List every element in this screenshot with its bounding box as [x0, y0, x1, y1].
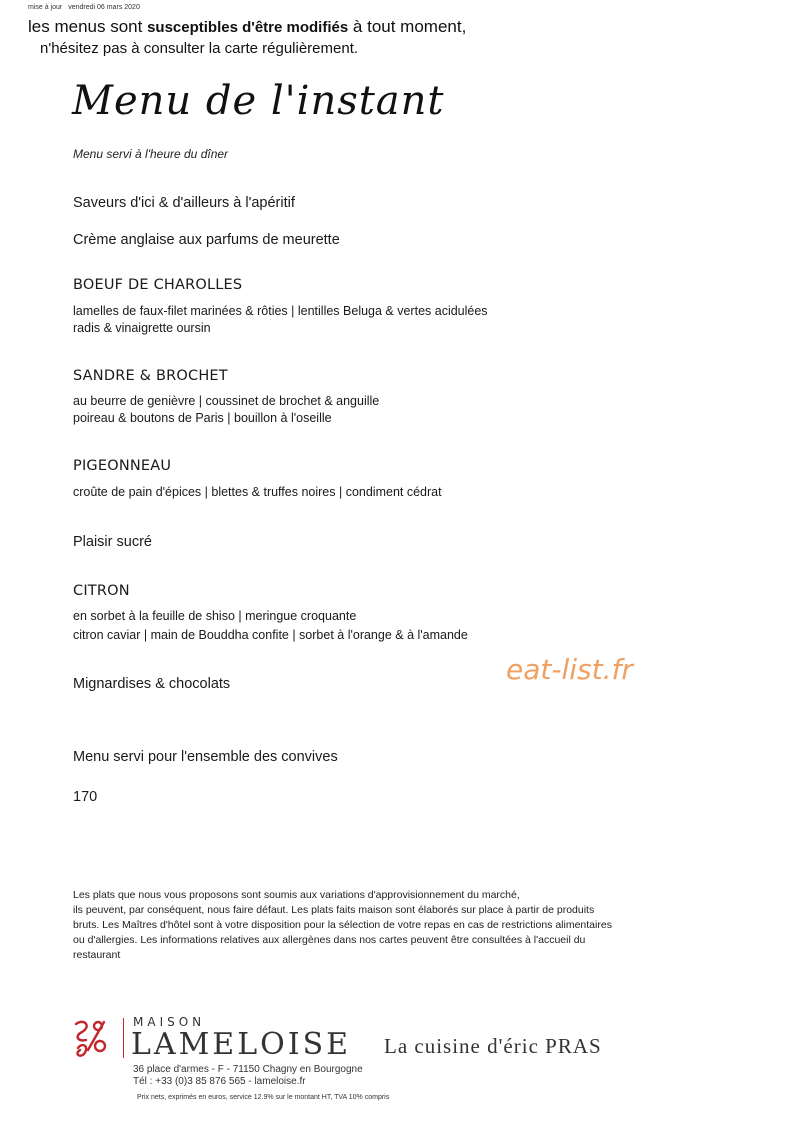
menu-subtitle: Menu servi à l'heure du dîner: [73, 147, 229, 161]
lameloise-logo-icon: [70, 1016, 114, 1060]
update-date: [28, 4, 140, 11]
prices-note: Prix nets, exprimés en euros, service 12.9% sur le montant HT, TVA 10% compris: [137, 1094, 390, 1101]
phone-line: Tél : +33 (0)3 85 876 565 - lameloise.fr: [133, 1076, 306, 1087]
dish-desc-line: en sorbet à la feuille de shiso | meringue croquante: [73, 609, 357, 623]
dish-desc-line: croûte de pain d'épices | blettes & truffes noires | condiment cédrat: [73, 485, 442, 499]
notice-bold: susceptibles d'être modifiés: [147, 19, 349, 36]
dish-desc-line: radis & vinaigrette oursin: [73, 321, 211, 335]
brand-name: LAMELOISE: [131, 1027, 352, 1062]
course-aperitif: Saveurs d'ici & d'ailleurs à l'apéritif: [73, 195, 295, 211]
notice-line-1: [28, 17, 466, 37]
dish-description: [73, 484, 442, 501]
course-creme: Crème anglaise aux parfums de meurette: [73, 232, 340, 248]
brand-maison: MAISON: [133, 1015, 206, 1029]
brand-tagline: La cuisine d'éric PRAS: [384, 1034, 602, 1058]
disclaimer-line: Les plats que nous vous proposons sont soumis aux variations d'approvisionnement du marché,: [73, 889, 520, 901]
dish-desc-line: citron caviar | main de Bouddha confite | sorbet à l'orange & à l'amande: [73, 628, 468, 642]
menu-note: Menu servi pour l'ensemble des convives: [73, 749, 338, 765]
course-dessert: Plaisir sucré: [73, 534, 152, 550]
notice-line-2: n'hésitez pas à consulter la carte régulièrement.: [40, 40, 359, 57]
dish-title: SANDRE & BROCHET: [73, 368, 228, 384]
menu-title: Menu de l'instant: [72, 78, 445, 124]
address-line: 36 place d'armes - F - 71150 Chagny en Bourgogne: [133, 1064, 363, 1075]
update-label: mise à jour: [28, 4, 63, 11]
dish-title: PIGEONNEAU: [73, 458, 172, 474]
update-value: vendredi 06 mars 2020: [68, 4, 140, 11]
watermark: eat-list.fr: [506, 653, 633, 686]
dish-description: [73, 393, 379, 427]
disclaimer-line: ils peuvent, par conséquent, nous faire défaut. Les plats faits maison sont élaborés sur place à partir de produits: [73, 904, 595, 916]
dish-desc-line: au beurre de genièvre | coussinet de brochet & anguille: [73, 394, 380, 408]
disclaimer-line: bruts. Les Maîtres d'hôtel sont à votre disposition pour la sélection de votre repas en cas de restrictions alimentaires: [73, 919, 612, 931]
disclaimer-line: restaurant: [73, 949, 121, 961]
logo-divider: [123, 1018, 124, 1058]
address: [133, 1064, 363, 1088]
dish-title: CITRON: [73, 583, 130, 599]
dish-title: BOEUF DE CHAROLLES: [73, 277, 243, 293]
dish-desc-line: poireau & boutons de Paris | bouillon à l'oseille: [73, 411, 332, 425]
dish-desc-line: lamelles de faux-filet marinées & rôties | lentilles Beluga & vertes acidulées: [73, 304, 488, 318]
disclaimer-line: ou d'allergies. Les informations relatives aux allergènes dans nos cartes peuvent être consultées à l'accueil du: [73, 934, 586, 946]
dish-description: [73, 303, 488, 337]
notice-text-end: à tout moment,: [348, 17, 467, 36]
course-mignardises: Mignardises & chocolats: [73, 676, 231, 692]
menu-price: 170: [73, 789, 98, 805]
notice-text: les menus sont: [28, 17, 148, 36]
dish-description: [73, 608, 468, 644]
disclaimer: [73, 888, 723, 963]
